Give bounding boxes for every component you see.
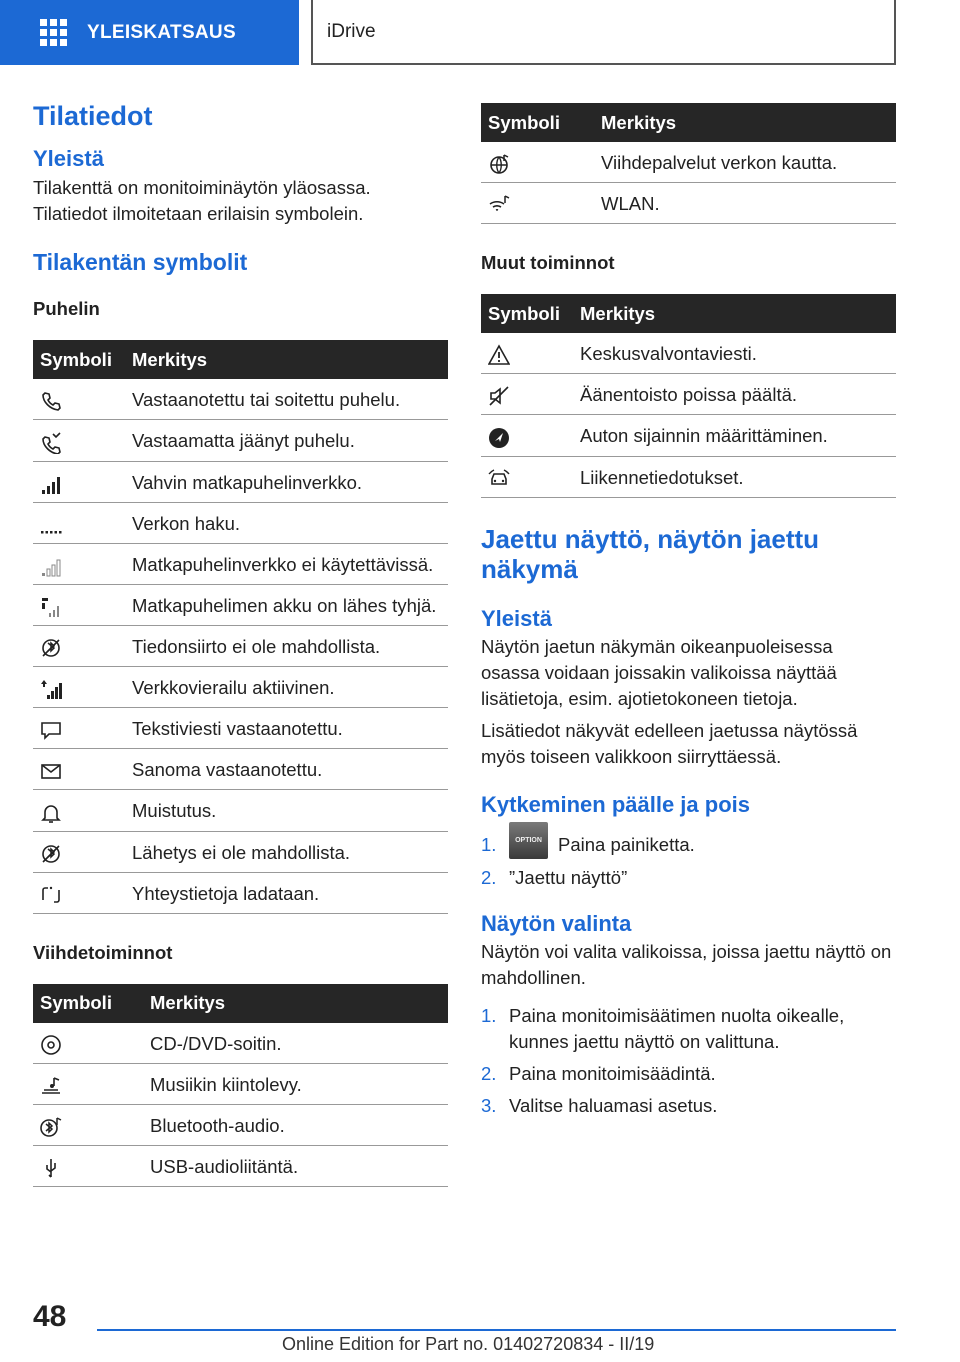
meaning-cell: Bluetooth-audio. bbox=[143, 1105, 448, 1146]
network-search-icon bbox=[40, 514, 62, 536]
symbol-cell bbox=[33, 1063, 143, 1104]
signal-strong-icon bbox=[40, 473, 62, 495]
meaning-cell: Verkkovierailu aktiivinen. bbox=[125, 667, 448, 708]
table-row bbox=[33, 831, 448, 872]
table-row bbox=[33, 461, 448, 502]
step-number: 2. bbox=[481, 1063, 497, 1085]
phone-label: Puhelin bbox=[33, 298, 100, 320]
general-heading: Yleistä bbox=[33, 146, 104, 172]
table-row bbox=[481, 456, 896, 497]
page-number: 48 bbox=[33, 1300, 67, 1333]
split-general-text-2: Lisätiedot näkyvät edelleen jaetussa näytössä myös toiseen valikkoon siirryttäessä. bbox=[481, 720, 858, 768]
step-label: Paina painiketta. bbox=[558, 834, 695, 856]
left-column bbox=[33, 100, 448, 1187]
symbol-cell bbox=[33, 872, 125, 913]
table-row bbox=[33, 708, 448, 749]
symbol-cell bbox=[33, 584, 125, 625]
envelope-icon bbox=[40, 760, 62, 782]
step-number: 1. bbox=[481, 834, 497, 856]
meaning-cell: Äänentoisto poissa päältä. bbox=[573, 374, 896, 415]
table-row bbox=[33, 584, 448, 625]
meaning-cell: Yhteystietoja ladataan. bbox=[125, 872, 448, 913]
phone-missed-icon bbox=[40, 432, 62, 454]
other-functions-label: Muut toiminnot bbox=[481, 252, 615, 274]
step-text: ”Jaettu näyttö” bbox=[509, 867, 628, 889]
page-title: Tilatiedot bbox=[33, 101, 153, 131]
step-text: Paina monitoimisäätimen nuolta oikealle, kunnes jaettu näyttö on valittuna. bbox=[509, 1005, 845, 1053]
meaning-cell: Tekstiviesti vastaanotettu. bbox=[125, 708, 448, 749]
roaming-icon bbox=[40, 678, 62, 700]
table-row bbox=[33, 872, 448, 913]
step-text: Paina monitoimisäädintä. bbox=[509, 1063, 716, 1085]
table-row bbox=[33, 379, 448, 420]
send-unavailable-icon bbox=[40, 843, 62, 865]
symbol-cell bbox=[481, 456, 573, 497]
general-text: Tilakenttä on monitoiminäytön yläosassa. Tilatiedot ilmoitetaan erilaisin symbolein. bbox=[33, 176, 371, 224]
onoff-heading: Kytkeminen päälle ja pois bbox=[481, 792, 750, 818]
select-step-1 bbox=[481, 1003, 896, 1055]
signal-unavailable-icon bbox=[40, 555, 62, 577]
meaning-cell: Viihdepalvelut verkon kautta. bbox=[594, 142, 896, 183]
symbol-cell bbox=[481, 333, 573, 374]
bell-icon bbox=[40, 802, 62, 824]
other-symbols-table bbox=[481, 294, 896, 497]
section-tab[interactable] bbox=[0, 0, 299, 65]
traffic-info-icon bbox=[488, 468, 510, 490]
warning-triangle-icon bbox=[488, 344, 510, 366]
online-entertainment-icon bbox=[488, 153, 510, 175]
table-row bbox=[33, 749, 448, 790]
edition-text: Online Edition for Part no. 01402720834 - II/19 bbox=[282, 1334, 655, 1354]
transfer-unavailable-icon bbox=[40, 637, 62, 659]
meaning-cell: Matkapuhelinverkko ei käytettävissä. bbox=[125, 543, 448, 584]
text-message-icon bbox=[40, 719, 62, 741]
select-step-2 bbox=[481, 1061, 896, 1087]
symbol-cell bbox=[481, 183, 594, 224]
meaning-cell: CD-/DVD-soitin. bbox=[143, 1023, 448, 1064]
step-number: 1. bbox=[481, 1005, 497, 1027]
symbol-cell bbox=[33, 543, 125, 584]
battery-low-icon bbox=[40, 596, 62, 618]
meaning-cell: USB-audioliitäntä. bbox=[143, 1146, 448, 1187]
table-row bbox=[481, 183, 896, 224]
meaning-cell: Vastaanotettu tai soitettu puhelu. bbox=[125, 379, 448, 420]
meaning-cell: Keskusvalvontaviesti. bbox=[573, 333, 896, 374]
entertainment-symbols-table bbox=[33, 984, 448, 1187]
meaning-cell: Sanoma vastaanotettu. bbox=[125, 749, 448, 790]
meaning-cell: Musiikin kiintolevy. bbox=[143, 1063, 448, 1104]
meaning-column-header: Merkitys bbox=[573, 294, 896, 333]
step-text bbox=[509, 832, 695, 859]
symbol-cell bbox=[33, 420, 125, 461]
onoff-steps bbox=[481, 832, 896, 891]
wlan-icon bbox=[488, 194, 510, 216]
table-row bbox=[33, 626, 448, 667]
table-row bbox=[33, 1023, 448, 1064]
symbol-cell bbox=[481, 415, 573, 456]
symbol-cell bbox=[33, 708, 125, 749]
step-text: Valitse haluamasi asetus. bbox=[509, 1095, 718, 1117]
select-step-3 bbox=[481, 1093, 896, 1119]
step-number: 3. bbox=[481, 1095, 497, 1117]
table-row bbox=[33, 502, 448, 543]
split-screen-title: Jaettu näyttö, näytön jaettu näkymä bbox=[481, 523, 820, 584]
table-row bbox=[33, 1063, 448, 1104]
meaning-column-header: Merkitys bbox=[594, 103, 896, 142]
bluetooth-audio-icon bbox=[40, 1116, 62, 1138]
meaning-cell: Matkapuhelimen akku on lähes tyhjä. bbox=[125, 584, 448, 625]
disc-icon bbox=[40, 1034, 62, 1056]
table-row bbox=[481, 142, 896, 183]
table-row bbox=[33, 420, 448, 461]
meaning-cell: Lähetys ei ole mahdollista. bbox=[125, 831, 448, 872]
meaning-column-header: Merkitys bbox=[125, 340, 448, 379]
symbol-cell bbox=[33, 1023, 143, 1064]
symbol-cell bbox=[33, 626, 125, 667]
right-column bbox=[481, 103, 896, 1125]
symbol-cell bbox=[481, 142, 594, 183]
symbol-column-header: Symboli bbox=[481, 294, 573, 333]
meaning-cell: Vastaamatta jäänyt puhelu. bbox=[125, 420, 448, 461]
online-symbols-table bbox=[481, 103, 896, 224]
phone-incoming-icon bbox=[40, 390, 62, 412]
meaning-cell: Verkon haku. bbox=[125, 502, 448, 543]
onoff-step-2 bbox=[481, 865, 896, 891]
music-drive-icon bbox=[40, 1075, 62, 1097]
grid-icon bbox=[40, 19, 67, 46]
symbol-column-header: Symboli bbox=[33, 340, 125, 379]
meaning-cell: Liikennetiedotukset. bbox=[573, 456, 896, 497]
symbol-cell bbox=[481, 374, 573, 415]
speaker-off-icon bbox=[488, 385, 510, 407]
meaning-cell: Muistutus. bbox=[125, 790, 448, 831]
table-row bbox=[481, 374, 896, 415]
symbol-cell bbox=[33, 502, 125, 543]
meaning-cell: WLAN. bbox=[594, 183, 896, 224]
table-row bbox=[33, 667, 448, 708]
symbol-cell bbox=[33, 831, 125, 872]
chapter-tab[interactable] bbox=[311, 0, 896, 65]
symbol-cell bbox=[33, 461, 125, 502]
meaning-column-header: Merkitys bbox=[143, 984, 448, 1023]
footer-divider bbox=[97, 1329, 896, 1331]
step-number: 2. bbox=[481, 867, 497, 889]
chapter-label: iDrive bbox=[327, 20, 376, 42]
meaning-cell: Tiedonsiirto ei ole mahdollista. bbox=[125, 626, 448, 667]
symbol-cell bbox=[33, 1146, 143, 1187]
symbol-cell bbox=[33, 667, 125, 708]
symbol-column-header: Symboli bbox=[481, 103, 594, 142]
symbol-column-header: Symboli bbox=[33, 984, 143, 1023]
symbol-cell bbox=[33, 379, 125, 420]
table-row bbox=[33, 1146, 448, 1187]
entertainment-label: Viihdetoiminnot bbox=[33, 941, 173, 963]
symbol-cell bbox=[33, 790, 125, 831]
table-row bbox=[481, 415, 896, 456]
table-row bbox=[33, 790, 448, 831]
section-label: YLEISKATSAUS bbox=[87, 21, 236, 43]
option-button-icon: OPTION bbox=[509, 822, 548, 859]
select-heading: Näytön valinta bbox=[481, 911, 632, 937]
meaning-cell: Auton sijainnin määrittäminen. bbox=[573, 415, 896, 456]
table-row bbox=[33, 543, 448, 584]
symbols-heading: Tilakentän symbolit bbox=[33, 248, 248, 275]
symbol-cell bbox=[33, 1105, 143, 1146]
onoff-step-1 bbox=[481, 832, 896, 859]
table-row bbox=[481, 333, 896, 374]
select-steps bbox=[481, 1003, 896, 1119]
usb-icon bbox=[40, 1157, 62, 1179]
contacts-loading-icon bbox=[40, 884, 62, 906]
location-icon bbox=[488, 427, 510, 449]
select-text: Näytön voi valita valikoissa, joissa jaettu näyttö on mahdollinen. bbox=[481, 941, 892, 989]
meaning-cell: Vahvin matkapuhelinverkko. bbox=[125, 461, 448, 502]
symbol-cell bbox=[33, 749, 125, 790]
split-general-text-1: Näytön jaetun näkymän oikeanpuoleisessa osassa voidaan joissakin valikoissa näyttää lisätietoja, esim. ajotietokoneen tietoja. bbox=[481, 636, 837, 710]
phone-symbols-table bbox=[33, 340, 448, 913]
table-row bbox=[33, 1105, 448, 1146]
split-general-heading: Yleistä bbox=[481, 605, 552, 631]
